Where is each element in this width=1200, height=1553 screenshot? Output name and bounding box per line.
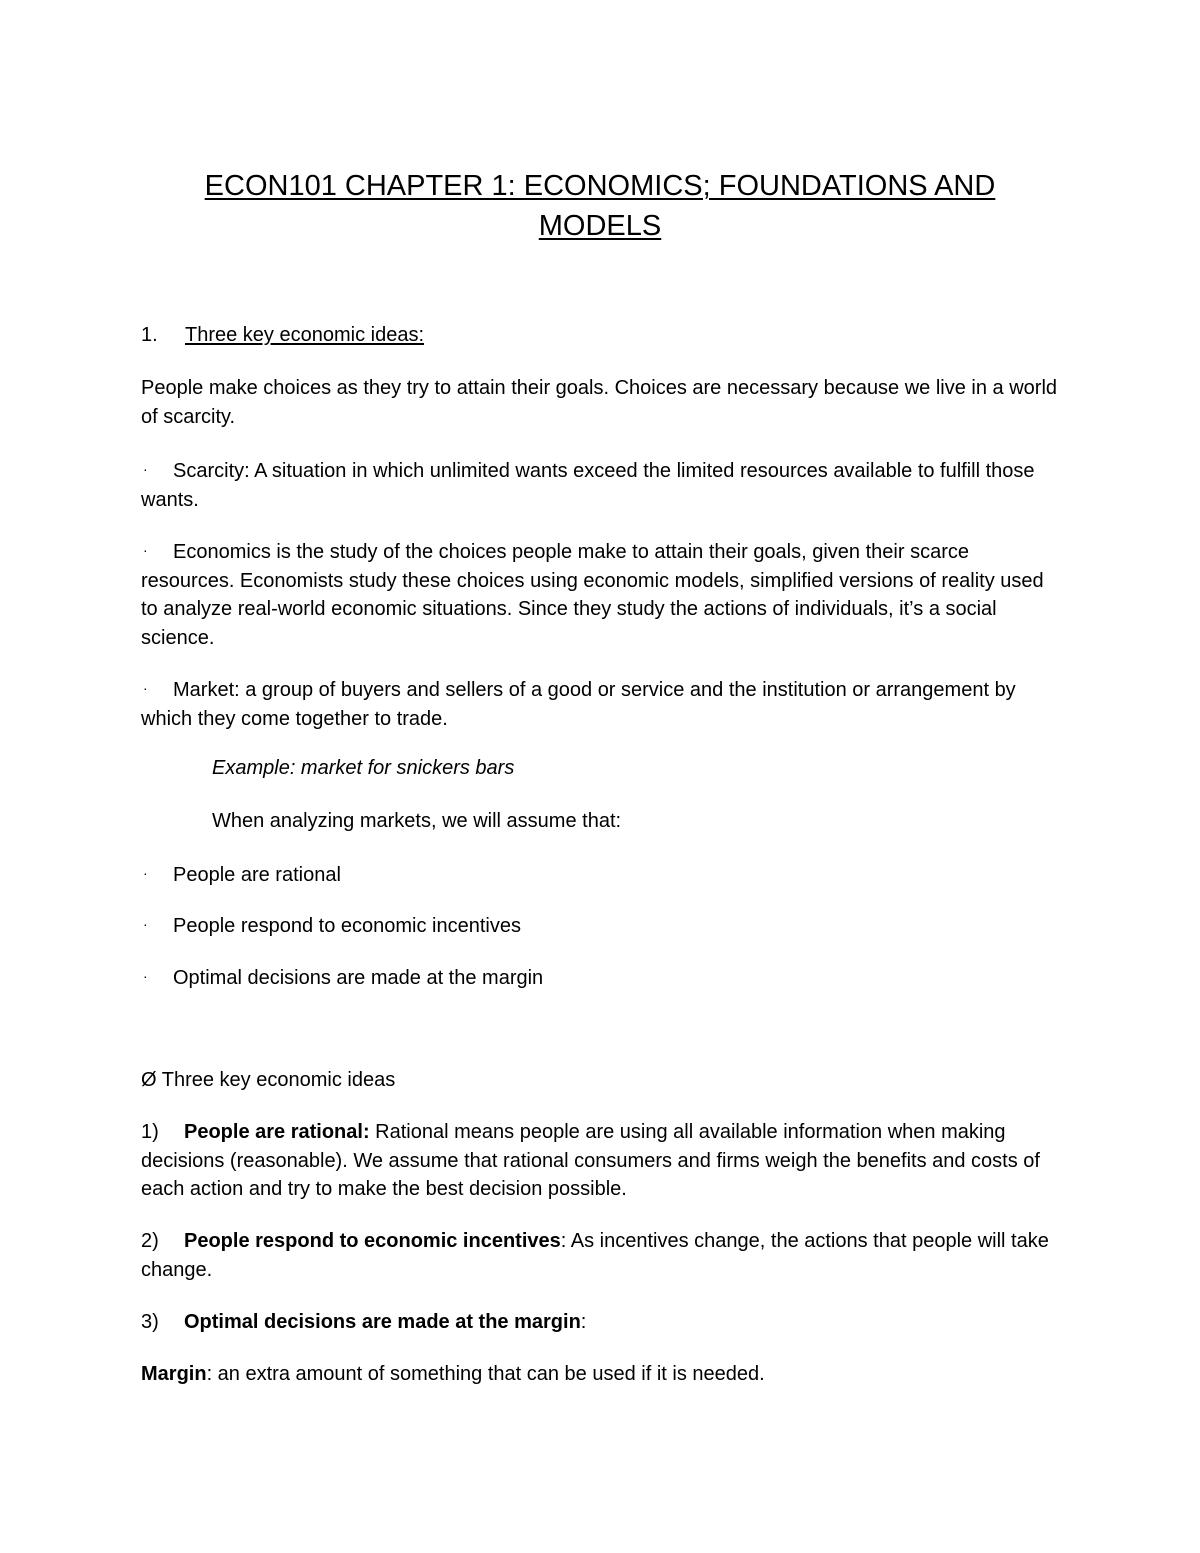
bullet-market [141,674,1061,733]
idea-item [141,1308,1061,1337]
intro-paragraph: People make choices as they try to attain their goals. Choices are necessary because we live in a world of scarcity. [141,377,1058,428]
idea-number: 1) [141,1121,159,1143]
idea-number: 3) [141,1311,159,1333]
bullet-text: Market: a group of buyers and sellers of a good or service and the institution or arrangement by which they come together to trade. [141,679,1016,730]
bullet-text: Economics is the study of the choices people make to attain their goals, given their scarce resources. Economists study these choices using economic models, simplified versions of reality used to analyze real-world economic situations. Since they study the actions of individuals, it’s a social science. [141,541,1044,649]
bullet-dot: · [143,968,148,984]
ideas-heading: Ø Three key economic ideas [141,1069,396,1091]
assumption-item [141,859,1061,890]
document-title: ECON101 CHAPTER 1: ECONOMICS; FOUNDATIONS AND MODELS [204,170,996,242]
section-heading-text: Three key economic ideas: [185,324,425,346]
idea-text: : [580,1311,587,1333]
example-line: Example: market for snickers bars [212,757,515,779]
bullet-text: Scarcity: A situation in which unlimited wants exceed the limited resources available to fulfill those wants. [141,460,1035,511]
bullet-dot: · [143,916,148,932]
assumption-text: Optimal decisions are made at the margin [173,967,544,989]
bullet-dot: · [143,542,148,558]
idea-number: 2) [141,1230,159,1252]
idea-text: Rational means people are using all available information when making decisions (reasonable). We assume that rational consumers and firms weigh the benefits and costs of each action and try to make the best decision possible. [141,1121,1040,1200]
assumption-item [141,910,1061,941]
definition-text: : an extra amount of something that can be used if it is needed. [206,1363,765,1385]
idea-term: People are rational: [184,1121,370,1143]
idea-item [141,1118,1061,1204]
margin-definition [141,1360,1061,1389]
bullet-dot: · [143,680,148,696]
bullet-dot: · [143,461,148,477]
assumption-text: People respond to economic incentives [173,915,521,937]
assumption-item [141,962,1061,993]
bullet-economics [141,536,1061,652]
assumption-intro: When analyzing markets, we will assume that: [212,810,622,832]
section-heading [141,321,1061,350]
bullet-dot: · [143,865,148,881]
idea-item [141,1227,1061,1284]
section-number: 1. [141,324,158,346]
idea-term: People respond to economic incentives [184,1230,561,1252]
assumption-text: People are rational [173,864,341,886]
idea-term: Optimal decisions are made at the margin [184,1311,581,1333]
definition-term: Margin [141,1363,207,1385]
bullet-scarcity [141,455,1061,514]
idea-text: : As incentives change, the actions that people will take change. [141,1230,1049,1281]
